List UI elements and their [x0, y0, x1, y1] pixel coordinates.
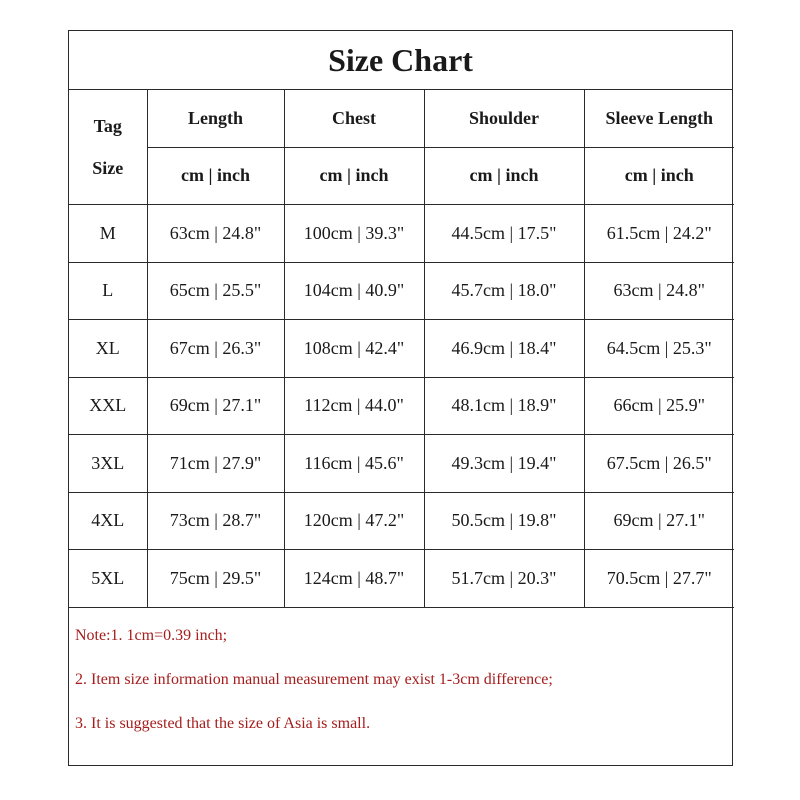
measurement-cell: 124cm | 48.7"	[284, 550, 424, 608]
measurement-cell: 61.5cm | 24.2"	[584, 205, 734, 263]
page-title: Size Chart	[69, 31, 732, 90]
note-2: 2. Item size information manual measurement may exist 1-3cm difference;	[75, 670, 553, 688]
measurement-cell: 75cm | 29.5"	[147, 550, 284, 608]
measurement-cell: 50.5cm | 19.8"	[424, 492, 584, 550]
measurement-cell: 63cm | 24.8"	[147, 205, 284, 263]
size-cell: M	[69, 205, 147, 263]
note-1: Note:1. 1cm=0.39 inch;	[75, 626, 228, 644]
size-cell: XXL	[69, 377, 147, 435]
measurement-cell: 51.7cm | 20.3"	[424, 550, 584, 608]
tag-size-header	[69, 90, 147, 205]
measurement-cell: 71cm | 27.9"	[147, 435, 284, 493]
measurement-cell: 66cm | 25.9"	[584, 377, 734, 435]
column-header-shoulder: Shoulder	[424, 90, 584, 147]
measurement-cell: 46.9cm | 18.4"	[424, 320, 584, 378]
measurement-cell: 70.5cm | 27.7"	[584, 550, 734, 608]
measurement-cell: 120cm | 47.2"	[284, 492, 424, 550]
unit-label: cm | inch	[424, 147, 584, 205]
measurement-cell: 48.1cm | 18.9"	[424, 377, 584, 435]
size-cell: L	[69, 262, 147, 320]
size-cell: XL	[69, 320, 147, 378]
table-row	[69, 205, 734, 263]
table-row	[69, 492, 734, 550]
measurement-cell: 44.5cm | 17.5"	[424, 205, 584, 263]
measurement-cell: 45.7cm | 18.0"	[424, 262, 584, 320]
size-cell: 5XL	[69, 550, 147, 608]
table-row	[69, 377, 734, 435]
tag-label: Tag	[93, 116, 122, 136]
column-header-length: Length	[147, 90, 284, 147]
measurement-cell: 73cm | 28.7"	[147, 492, 284, 550]
unit-label: cm | inch	[147, 147, 284, 205]
measurement-cell: 69cm | 27.1"	[147, 377, 284, 435]
measurement-cell: 112cm | 44.0"	[284, 377, 424, 435]
measurement-cell: 63cm | 24.8"	[584, 262, 734, 320]
notes-section	[69, 608, 732, 758]
column-header-chest: Chest	[284, 90, 424, 147]
measurement-cell: 49.3cm | 19.4"	[424, 435, 584, 493]
unit-label: cm | inch	[584, 147, 734, 205]
size-chart	[68, 30, 733, 766]
measurement-cell: 108cm | 42.4"	[284, 320, 424, 378]
header-row	[69, 90, 734, 147]
unit-row	[69, 147, 734, 205]
measurement-cell: 64.5cm | 25.3"	[584, 320, 734, 378]
column-header-sleeve-length: Sleeve Length	[584, 90, 734, 147]
measurement-cell: 67.5cm | 26.5"	[584, 435, 734, 493]
note-3: 3. It is suggested that the size of Asia is small.	[75, 714, 371, 732]
table-row	[69, 435, 734, 493]
table-row	[69, 320, 734, 378]
size-cell: 4XL	[69, 492, 147, 550]
table-row	[69, 262, 734, 320]
measurement-cell: 69cm | 27.1"	[584, 492, 734, 550]
size-label: Size	[92, 158, 124, 178]
unit-label: cm | inch	[284, 147, 424, 205]
measurement-cell: 67cm | 26.3"	[147, 320, 284, 378]
measurement-cell: 104cm | 40.9"	[284, 262, 424, 320]
measurement-cell: 100cm | 39.3"	[284, 205, 424, 263]
size-table	[69, 90, 734, 608]
measurement-cell: 65cm | 25.5"	[147, 262, 284, 320]
table-row	[69, 550, 734, 608]
measurement-cell: 116cm | 45.6"	[284, 435, 424, 493]
size-cell: 3XL	[69, 435, 147, 493]
